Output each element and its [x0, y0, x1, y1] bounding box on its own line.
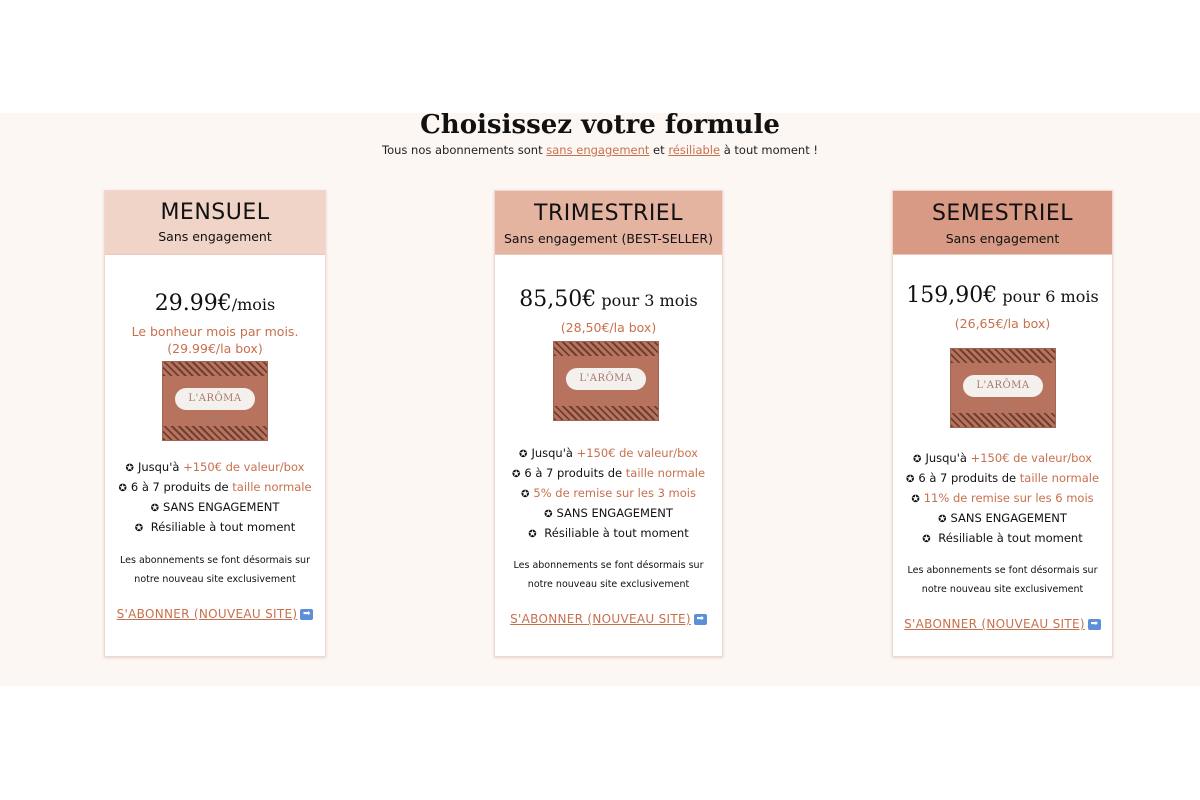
plan-price: 29.99€/mois: [154, 291, 276, 316]
plan-info: Les abonnements se font désormais sur notre nouveau site exclusivement: [120, 555, 310, 585]
feature-item: ✪ SANS ENGAGEMENT: [495, 504, 722, 524]
plan-note: (26,65€/la box): [954, 316, 1051, 331]
bullet-icon: ✪: [125, 463, 134, 474]
aroma-box-image: [553, 341, 659, 421]
bullet-icon: ✪: [528, 529, 537, 540]
right-arrow-icon: ➡: [300, 609, 313, 620]
feature-item: ✪ Jusqu'à +150€ de valeur/box: [893, 449, 1112, 469]
feature-item: ✪ 6 à 7 produits de taille normale: [495, 464, 722, 484]
plan-card-semestriel: [892, 190, 1113, 657]
feature-list: [893, 449, 1112, 549]
plan-price: 159,90€ pour 6 mois: [906, 283, 1099, 308]
bullet-icon: ✪: [913, 454, 922, 465]
feature-item: ✪ Résiliable à tout moment: [893, 529, 1112, 549]
feature-item: ✪ 11% de remise sur les 6 mois: [893, 489, 1112, 509]
plan-header: [495, 191, 722, 255]
bullet-icon: ✪: [118, 483, 127, 494]
feature-item: ✪ SANS ENGAGEMENT: [893, 509, 1112, 529]
feature-item: ✪ Résiliable à tout moment: [495, 524, 722, 544]
subscribe-button[interactable]: S'ABONNER (NOUVEAU SITE) ➡: [495, 612, 722, 626]
feature-list: [495, 444, 722, 544]
plan-header: [105, 191, 325, 255]
bullet-icon: ✪: [150, 503, 159, 514]
plan-note: (28,50€/la box): [560, 320, 657, 335]
aroma-box-label: L'ARÔMA BOX: [566, 368, 646, 390]
plan-card-trimestriel: [494, 190, 723, 657]
plan-subtitle: Sans engagement: [158, 229, 272, 244]
feature-list: [105, 458, 325, 538]
plan-name: SEMESTRIEL: [931, 201, 1074, 226]
bullet-icon: ✪: [134, 523, 144, 534]
plan-note: Le bonheur mois par mois. (29.99€/la box): [131, 324, 299, 356]
right-arrow-icon: ➡: [1088, 619, 1101, 630]
feature-item: ✪ 6 à 7 produits de taille normale: [893, 469, 1112, 489]
bullet-icon: ✪: [511, 469, 521, 480]
right-arrow-icon: ➡: [694, 614, 707, 625]
bullet-icon: ✪: [938, 514, 947, 525]
subscribe-button[interactable]: S'ABONNER (NOUVEAU SITE) ➡: [893, 617, 1112, 631]
plan-header: [893, 191, 1112, 255]
plan-name: TRIMESTRIEL: [534, 201, 683, 226]
plan-subtitle: Sans engagement: [945, 231, 1060, 246]
subscribe-button[interactable]: S'ABONNER (NOUVEAU SITE) ➡: [105, 607, 325, 621]
feature-item: ✪ 5% de remise sur les 3 mois: [495, 484, 722, 504]
bullet-icon: ✪: [544, 509, 553, 520]
page-subtitle: Tous nos abonnements sont sans engagement et résiliable à tout moment !: [382, 143, 818, 157]
feature-item: ✪ Résiliable à tout moment: [105, 518, 325, 538]
aroma-box-image: [162, 361, 268, 441]
bullet-icon: ✪: [905, 474, 915, 485]
bullet-icon: ✪: [521, 489, 530, 500]
aroma-box-image: [950, 348, 1056, 428]
bullet-icon: ✪: [519, 449, 528, 460]
plan-subtitle: Sans engagement (BEST-SELLER): [503, 231, 713, 246]
aroma-box-label: L'ARÔMA BOX: [963, 375, 1043, 397]
aroma-box-label: L'ARÔMA BOX: [175, 388, 255, 410]
plan-card-mensuel: [104, 190, 326, 657]
page-title: Choisissez votre formule: [420, 110, 780, 140]
plan-info: Les abonnements se font désormais sur notre nouveau site exclusivement: [907, 565, 1098, 595]
bullet-icon: ✪: [911, 494, 920, 505]
sans-engagement-link[interactable]: sans engagement: [546, 143, 650, 157]
plan-info: Les abonnements se font désormais sur notre nouveau site exclusivement: [513, 560, 704, 590]
feature-item: ✪ Jusqu'à +150€ de valeur/box: [105, 458, 325, 478]
bullet-icon: ✪: [922, 534, 931, 545]
feature-item: ✪ 6 à 7 produits de taille normale: [105, 478, 325, 498]
plan-name: MENSUEL: [160, 200, 270, 225]
feature-item: ✪ SANS ENGAGEMENT: [105, 498, 325, 518]
plan-price: 85,50€ pour 3 mois: [519, 287, 698, 312]
resiliable-link[interactable]: résiliable: [668, 143, 721, 157]
feature-item: ✪ Jusqu'à +150€ de valeur/box: [495, 444, 722, 464]
